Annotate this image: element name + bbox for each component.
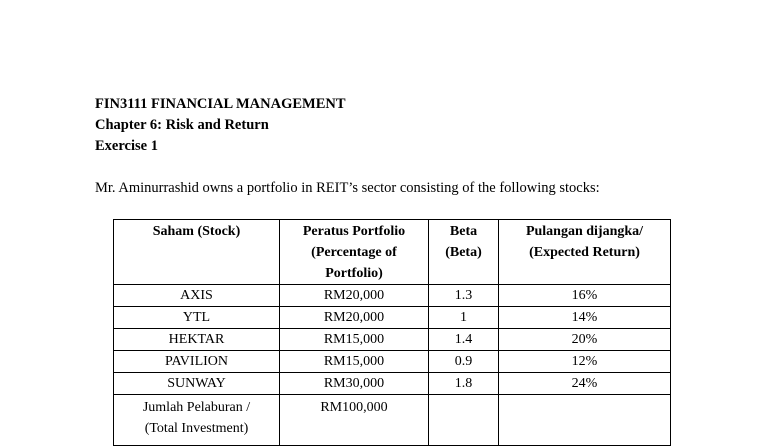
cell-beta: 0.9 (429, 351, 499, 373)
header-stock (114, 220, 280, 285)
total-amount: RM100,000 (280, 395, 429, 446)
cell-return: 20% (499, 329, 671, 351)
cell-stock: HEKTAR (114, 329, 280, 351)
total-label-line1: Jumlah Pelaburan / (142, 400, 251, 415)
cell-beta: 1.4 (429, 329, 499, 351)
cell-stock: PAVILION (114, 351, 280, 373)
table-row (114, 373, 671, 395)
cell-beta: 1 (429, 307, 499, 329)
cell-return: 16% (499, 285, 671, 307)
cell-beta: 1.8 (429, 373, 499, 395)
header-beta-line1: Beta (449, 224, 478, 239)
header-return-line2: (Expected Return) (529, 245, 640, 260)
total-label-line2: (Total Investment) (144, 421, 249, 436)
total-row (114, 395, 671, 446)
header-return (499, 220, 671, 285)
table-header-row (114, 220, 671, 285)
table-row (114, 285, 671, 307)
cell-stock: SUNWAY (114, 373, 280, 395)
cell-stock: AXIS (114, 285, 280, 307)
header-return-line1: Pulangan dijangka/ (525, 224, 644, 239)
cell-amount: RM15,000 (280, 351, 429, 373)
table-row (114, 351, 671, 373)
cell-stock: YTL (114, 307, 280, 329)
total-beta-empty (429, 395, 499, 446)
cell-return: 12% (499, 351, 671, 373)
cell-amount: RM20,000 (280, 285, 429, 307)
header-beta-line2: (Beta) (445, 245, 482, 260)
cell-beta: 1.3 (429, 285, 499, 307)
header-portfolio-line1: Peratus Portfolio (302, 224, 406, 239)
cell-amount: RM15,000 (280, 329, 429, 351)
header-portfolio-line2: (Percentage of (311, 245, 397, 260)
stocks-table (113, 219, 671, 446)
header-beta (429, 220, 499, 285)
header-portfolio (280, 220, 429, 285)
cell-return: 14% (499, 307, 671, 329)
total-label (114, 395, 280, 446)
table-row (114, 307, 671, 329)
cell-amount: RM20,000 (280, 307, 429, 329)
cell-amount: RM30,000 (280, 373, 429, 395)
header-portfolio-line3: Portfolio) (325, 266, 383, 281)
exercise-title: Exercise 1 (95, 138, 158, 154)
header-stock-line1: Saham (Stock) (152, 224, 241, 239)
intro-text: Mr. Aminurrashid owns a portfolio in REIT’s sector consisting of the following stocks: (95, 180, 600, 196)
chapter-title: Chapter 6: Risk and Return (95, 117, 269, 133)
course-title: FIN3111 FINANCIAL MANAGEMENT (95, 96, 346, 112)
table-row (114, 329, 671, 351)
total-return-empty (499, 395, 671, 446)
cell-return: 24% (499, 373, 671, 395)
